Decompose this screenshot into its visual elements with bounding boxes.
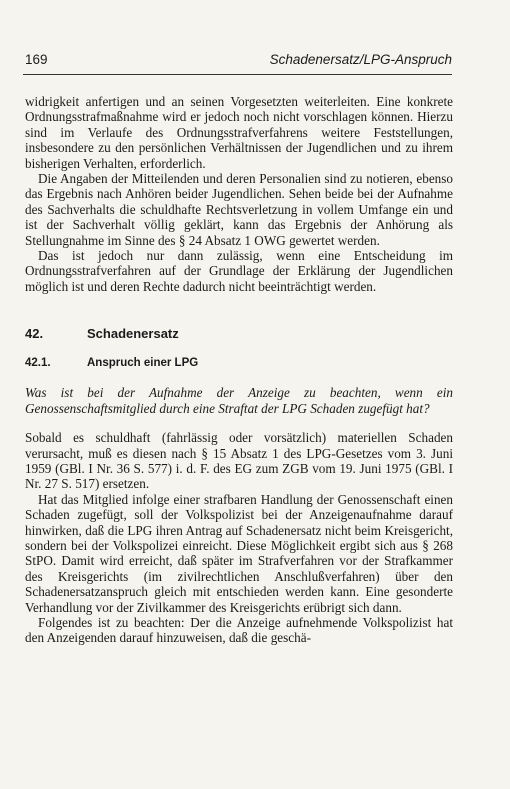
body-paragraph: Folgendes ist zu beachten: Der die Anzeige aufnehmende Volkspolizist hat den Anzeigenden darauf hinzuweisen, daß die geschä-: [25, 614, 453, 646]
body-paragraph: Das ist jedoch nur dann zulässig, wenn eine Entscheidung im Ordnungsstrafverfahren auf der Grundlage der Erklärung der Jugendlichen möglich ist und deren Rechte dadurch nicht beeinträchtigt werden.: [25, 248, 453, 294]
body-paragraph: Hat das Mitglied infolge einer strafbaren Handlung der Genossenschaft einen Schaden zugefügt, soll der Volkspolizist bei der Anzeigenaufnahme darauf hinwirken, daß die LPG ihren Antrag auf Schadenersatz nicht beim Kreisgericht, sondern bei der Volkspolizei einreicht. Diese Möglichkeit ergibt sich aus § 268 StPO. Damit wird erreicht, daß später im Strafverfahren vor der Strafkammer des Kreisgerichts (im zivilrechtlichen Anschlußverfahren) über den Schadenersatzanspruch gleich mit entschieden werden kann. Eine gesonderte Verhandlung vor der Zivilkammer des Kreisgerichts erübrigt sich dann.: [25, 491, 453, 615]
subsection-title: Anspruch einer LPG: [87, 357, 199, 370]
running-head: Schadenersatz/LPG-Anspruch: [269, 52, 452, 67]
body-paragraph: widrigkeit anfertigen und an seinen Vorgesetzten weiterleiten. Eine konkrete Ordnungsstrafmaßnahme wird er jedoch noch nicht vorschlagen können. Hierzu sind im Verlaufe des Ordnungsstrafverfahrens weitere Feststellungen, insbesondere zu den persönlichen Verhältnissen der Jugendlichen und zu ihrem bisherigen Verhalten, erforderlich.: [25, 94, 453, 171]
section-heading: [25, 326, 453, 341]
body-paragraph: Sobald es schuldhaft (fahrlässig oder vorsätzlich) materiellen Schaden verursacht, muß es diesen nach § 15 Absatz 1 des LPG-Gesetzes vom 3. Juni 1959 (GBl. I Nr. 36 S. 577) i. d. F. des EG zum ZGB vom 19. Juni 1975 (GBl. I Nr. 27 S. 517) ersetzen.: [25, 430, 453, 492]
page-number: 169: [25, 52, 48, 67]
page-header: [23, 50, 452, 75]
body-paragraph: Die Angaben der Mitteilenden und deren Personalien sind zu notieren, ebenso das Ergebnis nach Anhören beider Jugendlichen. Sehen beide bei der Aufnahme des Sachverhalts die schuldhafte Rechtsverletzung in vollem Umfange ein und ist der Sachverhalt völlig geklärt, kann das Ergebnis der Anhörung als Stellungnahme im Sinne des § 24 Absatz 1 OWG gewertet werden.: [25, 171, 453, 248]
section-number: 42.: [25, 326, 44, 342]
page-body: [25, 94, 453, 646]
question-text: Was ist bei der Aufnahme der Anzeige zu beachten, wenn ein Genossenschaftsmitglied durch eine Straftat der LPG Schaden zugefügt hat?: [25, 385, 453, 416]
subsection-number: 42.1.: [25, 357, 51, 370]
section-title: Schadenersatz: [87, 326, 179, 342]
subsection-heading: [25, 357, 453, 369]
